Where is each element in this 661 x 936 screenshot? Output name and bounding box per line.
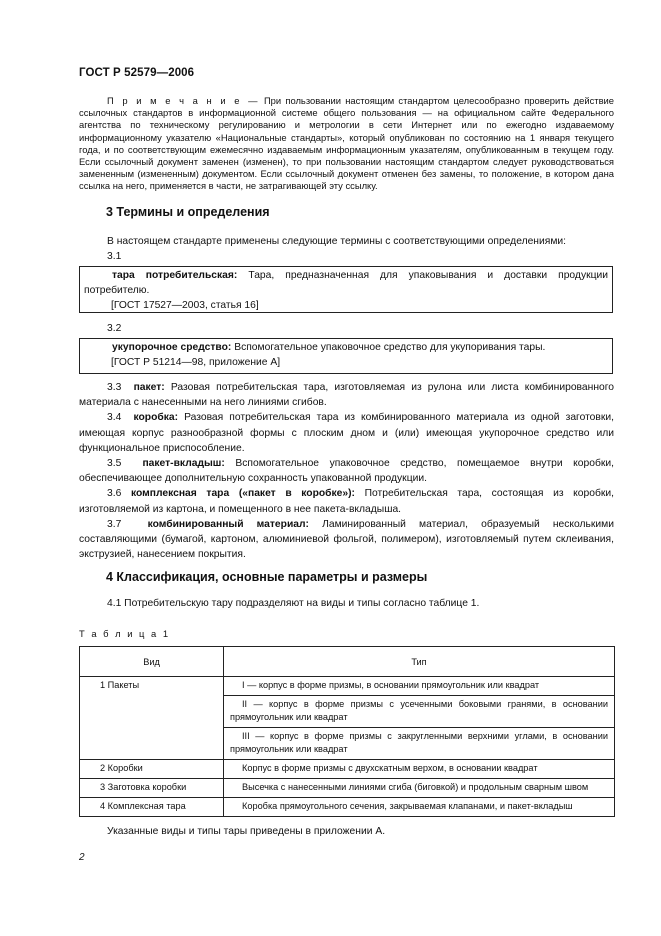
term-3-2-definition: Вспомогательное упаковочное средство для укупоривания тары.	[231, 342, 546, 353]
term-3-4-definition: Разовая потребительская тара из комбинированного материала из одной заготовки, имеющая корпус разнообразной формы с плоским дном и (или) имеющая укупорочное средство или функциональное приспособление.	[79, 412, 614, 454]
footer-text: Указанные виды и типы тары приведены в приложении А.	[107, 826, 386, 837]
page-number: 2	[79, 852, 85, 863]
term-3-3-definition: Разовая потребительская тара, изготовляемая из рулона или листа комбинированного материала с нанесенными на него линиями сгибов.	[79, 382, 614, 409]
note-block	[79, 95, 614, 193]
table-row	[80, 798, 615, 817]
table-header-vid: Вид	[80, 647, 224, 677]
table-row	[80, 677, 615, 696]
section-4-heading: 4 Классификация, основные параметры и размеры	[106, 570, 428, 584]
table-caption: Т а б л и ц а 1	[79, 628, 171, 639]
term-3-2-number: 3.2	[107, 323, 122, 334]
table-cell-tip: Корпус в форме призмы с двухскатным верхом, в основании квадрат	[224, 760, 615, 779]
term-3-1-number: 3.1	[107, 251, 122, 262]
paragraph-4-1: 4.1 Потребительскую тару подразделяют на виды и типы согласно таблице 1.	[107, 598, 480, 609]
document-header: ГОСТ Р 52579—2006	[79, 67, 195, 79]
table-cell-tip: I — корпус в форме призмы, в основании прямоугольник или квадрат	[224, 677, 615, 696]
table-cell-tip: Высечка с нанесенными линиями сгиба (биговкой) и продольным сварным швом	[224, 779, 615, 798]
term-3-1-definition: Тара, предназначенная для упаковывания и доставки продукции потребителю.	[84, 270, 608, 296]
term-3-7: 3.7 комбинированный материал: Ламинированный материал, образуемый несколькими составляющими (бумагой, картоном, алюминиевой фольгой, полимером), изготовляемый путем склеивания, экструзией, нанесением покрытия.	[79, 518, 614, 561]
term-3-4: 3.4 коробка: Разовая потребительская тара из комбинированного материала из одной заготовки, имеющая корпус разнообразной формы с плоским дном и (или) имеющая укупорочное средство или функциональное приспособление.	[79, 412, 614, 454]
table-cell-vid: 2 Коробки	[80, 760, 224, 779]
table-1	[79, 646, 615, 817]
table-cell-vid: 4 Комплексная тара	[80, 798, 224, 817]
section-3-intro: В настоящем стандарте применены следующие термины с соответствующими определениями:	[107, 236, 567, 247]
term-3-3: 3.3 пакет: Разовая потребительская тара, изготовляемая из рулона или листа комбинированного материала с нанесенными на него линиями сгибов.	[79, 382, 614, 409]
table-cell-vid: 3 Заготовка коробки	[80, 779, 224, 798]
term-3-5-term: пакет-вкладыш:	[142, 458, 225, 470]
table-header-tip: Тип	[224, 647, 615, 677]
table-row	[80, 760, 615, 779]
table-cell-tip: III — корпус в форме призмы с закругленными верхними углами, в основании прямоугольник или квадрат	[224, 728, 615, 760]
term-3-7-term: комбинированный материал:	[147, 518, 309, 530]
term-3-2-box	[79, 338, 613, 374]
note-lead: П р и м е ч а н и е —	[107, 95, 260, 106]
term-3-1-term: тара потребительская:	[112, 270, 238, 281]
term-3-6-term: комплексная тара («пакет в коробке»):	[130, 488, 355, 500]
term-3-1-reference: [ГОСТ 17527—2003, статья 16]	[111, 299, 259, 311]
term-3-2-term: укупорочное средство:	[112, 342, 232, 353]
table-row	[80, 779, 615, 798]
term-3-1-box	[79, 266, 613, 313]
term-3-4-term: коробка:	[133, 412, 179, 424]
terms-3-3-to-3-7	[79, 380, 614, 562]
term-3-5-definition: Вспомогательное упаковочное средство, помещаемое внутри коробки, обеспечивающее дополнительную сохранность упакованной продукции.	[79, 458, 614, 485]
section-3-heading: 3 Термины и определения	[106, 205, 270, 219]
term-3-2-reference: [ГОСТ Р 51214—98, приложение А]	[111, 356, 281, 368]
term-3-6: 3.6 комплексная тара («пакет в коробке»): Потребительская тара, состоящая из коробки, изготовляемой из картона, и помещенного в нее пакета-вкладыша.	[79, 488, 614, 515]
table-cell-vid: 1 Пакеты	[80, 677, 224, 760]
table-cell-tip: Коробка прямоугольного сечения, закрываемая клапанами, и пакет-вкладыш	[224, 798, 615, 817]
term-3-6-definition: Потребительская тара, состоящая из коробки, изготовляемой из картона, и помещенного в нее пакета-вкладыша.	[79, 488, 614, 515]
term-3-5: 3.5 пакет-вкладыш: Вспомогательное упаковочное средство, помещаемое внутри коробки, обеспечивающее дополнительную сохранность упакованной продукции.	[79, 458, 614, 485]
term-3-3-term: пакет:	[133, 382, 165, 393]
term-3-7-definition: Ламинированный материал, образуемый несколькими составляющими (бумагой, картоном, алюминиевой фольгой, полимером), изготовляемый путем склеивания, экструзией, нанесением покрытия.	[79, 518, 614, 561]
note-text: При пользовании настоящим стандартом целесообразно проверить действие ссылочных стандартов в информационной системе общего пользования — на официальном сайте Федерального агентства по техническому регулированию и метрологии в сети Интернет или по ежегодно издаваемому информационному указателю «Национальные стандарты», который опубликован по состоянию на 1 января текущего года, и по соответствующим ежемесячно издаваемым информационным указателям, опубликованным в текущем году. Если ссылочный документ заменен (изменен), то при пользовании настоящим стандартом следует руководствоваться замененным (измененным) документом. Если ссылочный документ отменен без замены, то положение, в котором дана ссылка на него, применяется в части, не затрагивающей эту ссылку.	[79, 95, 614, 192]
table-cell-tip: II — корпус в форме призмы с усеченными боковыми гранями, в основании прямоугольник или квадрат	[224, 696, 615, 728]
